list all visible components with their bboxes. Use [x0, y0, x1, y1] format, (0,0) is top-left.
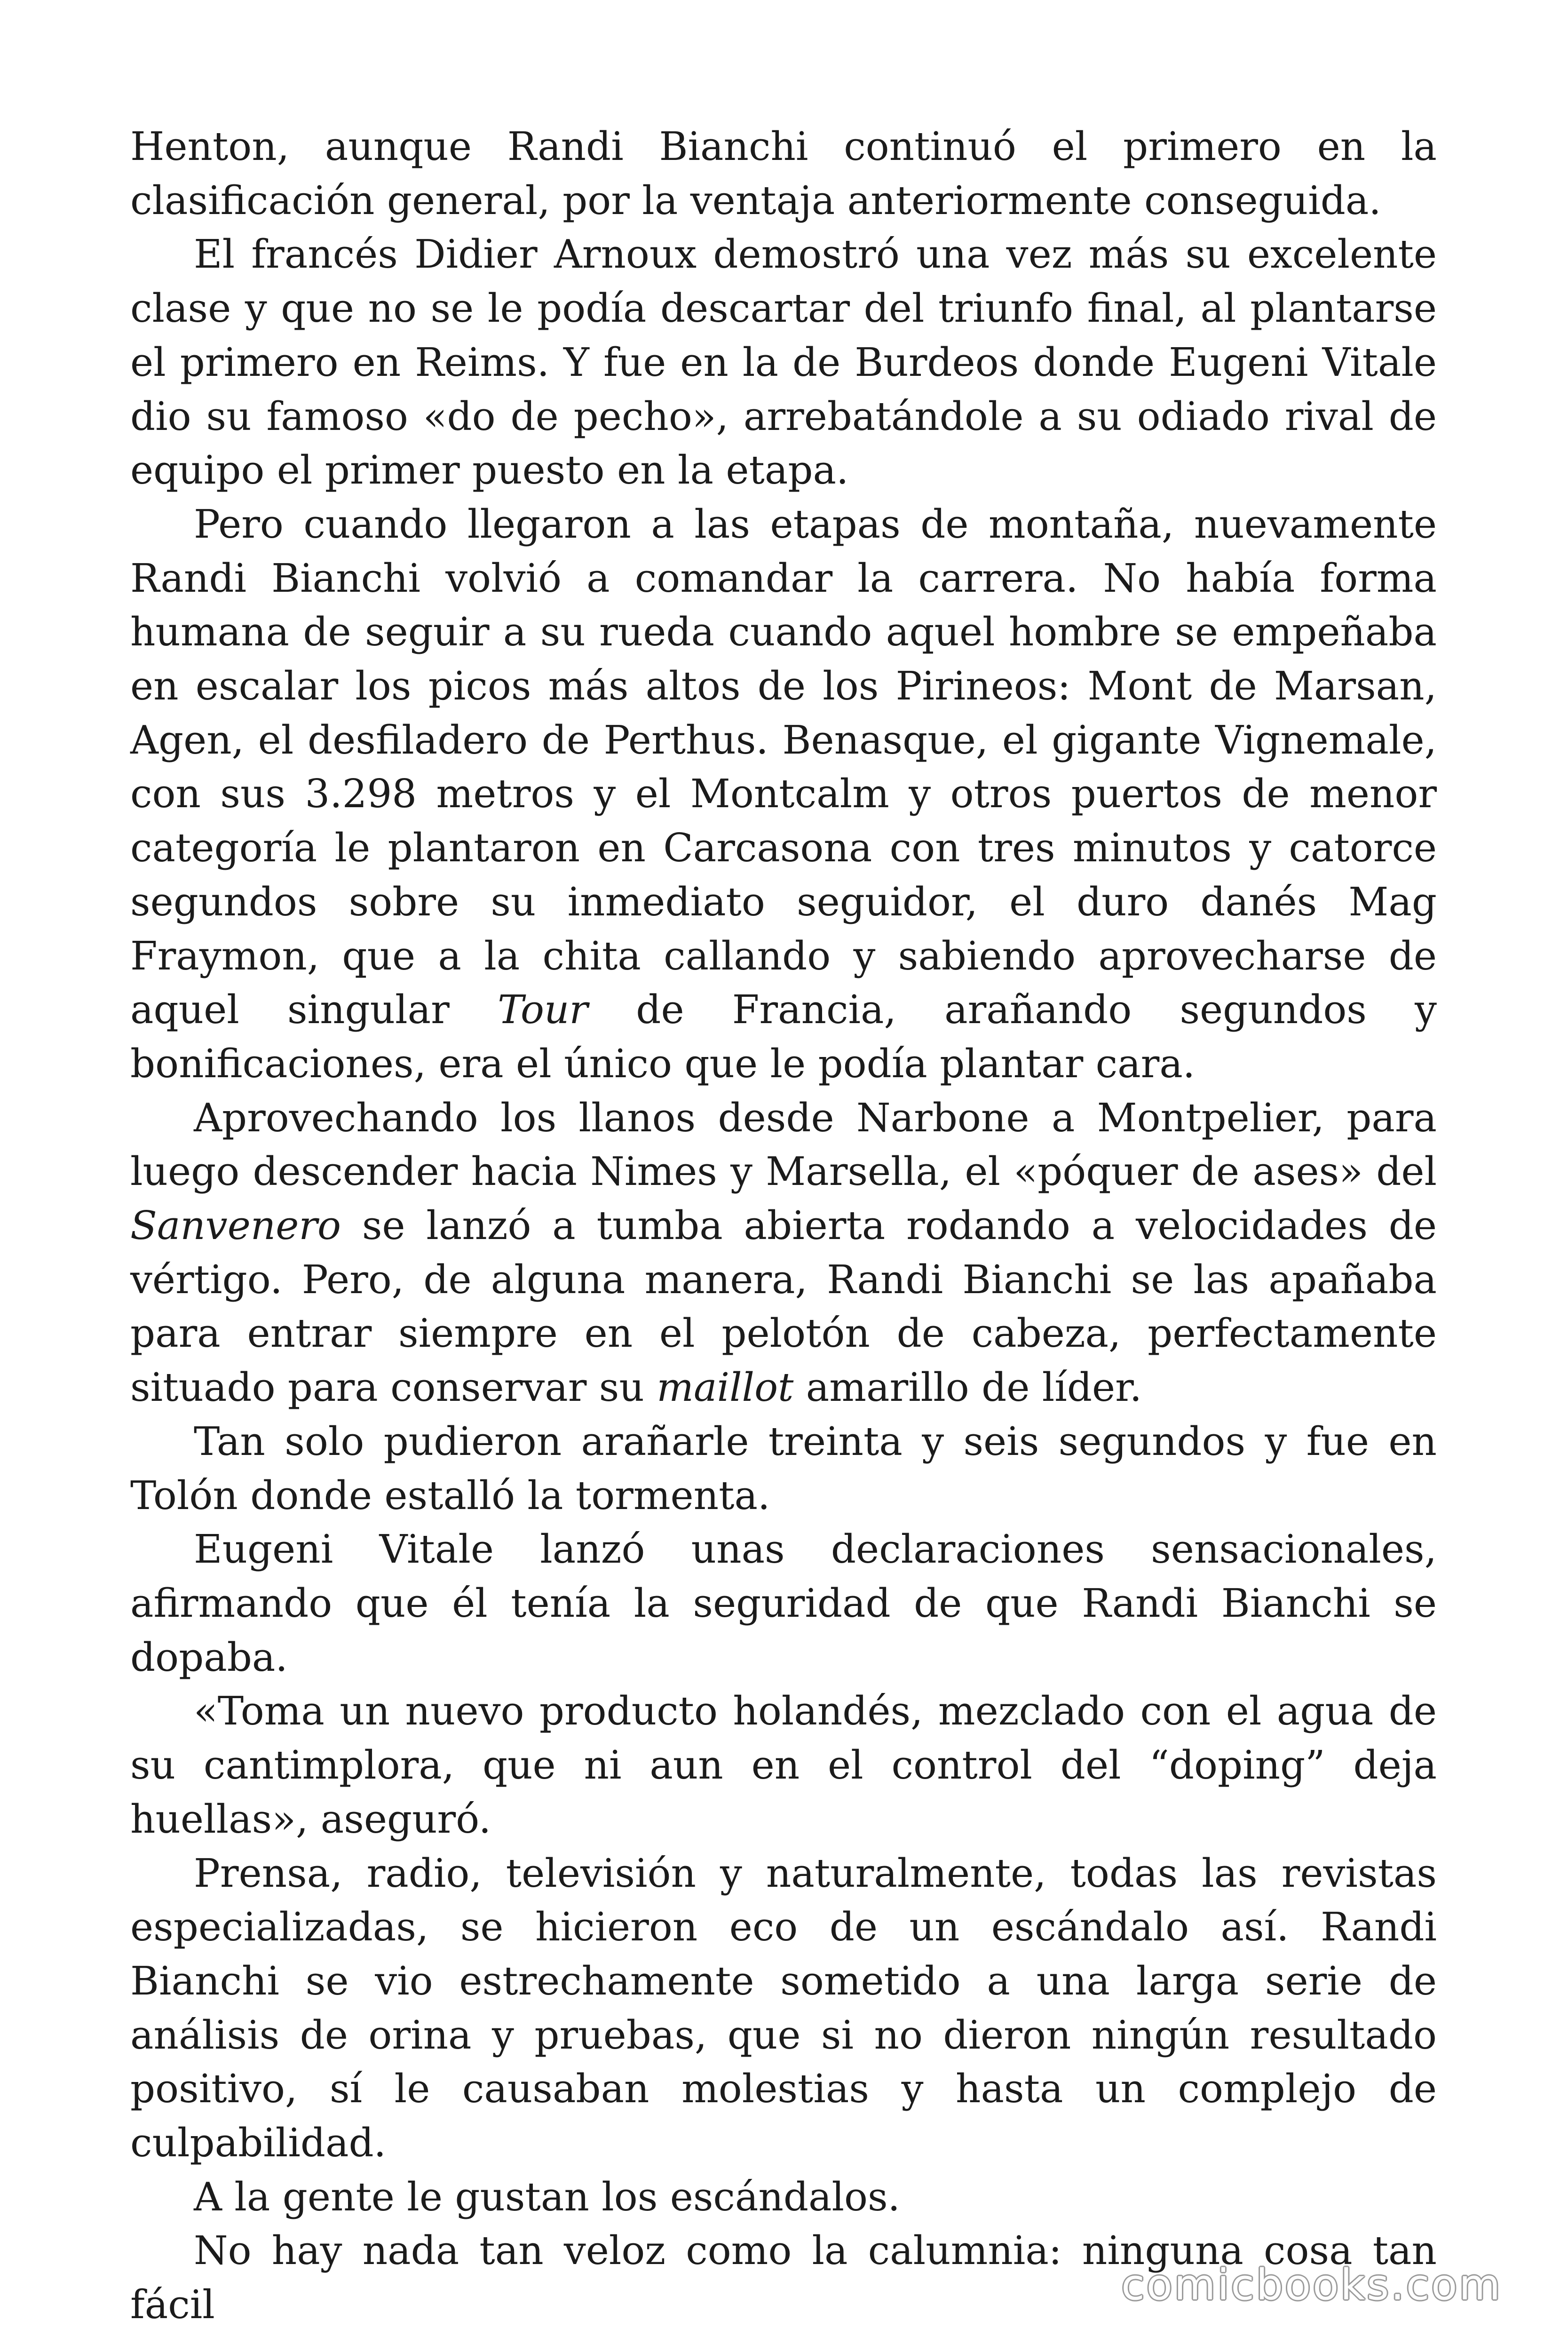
- paragraph-3-text-a: Pero cuando llegaron a las etapas de montaña, nuevamente Randi Bianchi volvió a comandar la carrera. No había forma humana de seguir a su rueda cuando aquel hombre se empeñaba en escalar los picos más altos de los Pirineos: Mont de Marsan, Agen, el desfiladero de Perthus. Benasque, el gigante Vignemale, con sus 3.298 metros y el Montcalm y otros puertos de menor categoría le plantaron en Carcasona con tres minutos y catorce segundos sobre su inmediato seguidor, el duro danés Mag Fraymon, que a la chita callando y sabiendo aprovecharse de aquel singular: [130, 501, 1437, 1033]
- paragraph-3-text-b: de Francia, arañando segundos y bonificaciones, era el único que le podía plantar cara.: [130, 987, 1437, 1087]
- paragraph-1: Henton, aunque Randi Bianchi continuó el primero en la clasificación general, por la ventaja anteriormente conseguida.: [130, 124, 1437, 223]
- paragraph-3-emphasis-tour: Tour: [498, 987, 588, 1033]
- paragraph-4: [130, 1091, 1437, 1415]
- paragraph-2: El francés Didier Arnoux demostró una vez más su excelente clase y que no se le podía descartar del triunfo final, al plantarse el primero en Reims. Y fue en la de Burdeos donde Eugeni Vitale dio su famoso «do de pecho», arrebatándole a su odiado rival de equipo el primer puesto en la etapa.: [130, 231, 1437, 493]
- paragraph-4-emphasis-sanvenero: Sanvenero: [130, 1203, 341, 1249]
- page-body: [130, 120, 1437, 2332]
- paragraph-7: «Toma un nuevo producto holandés, mezclado con el agua de su cantimplora, que ni aun en el control del “doping” deja huellas», aseguró.: [130, 1688, 1437, 1842]
- paragraph-8: Prensa, radio, televisión y naturalmente, todas las revistas especializadas, se hicieron eco de un escándalo así. Randi Bianchi se vio estrechamente sometido a una larga serie de análisis de orina y pruebas, que si no dieron ningún resultado positivo, sí le causaban molestias y hasta un complejo de culpabilidad.: [130, 1850, 1437, 2166]
- paragraph-6: Eugeni Vitale lanzó unas declaraciones sensacionales, afirmando que él tenía la seguridad de que Randi Bianchi se dopaba.: [130, 1526, 1437, 1680]
- watermark-logo: comicbooks.com: [1121, 2260, 1502, 2310]
- paragraph-4-text-c: amarillo de líder.: [793, 1365, 1142, 1411]
- paragraph-4-text-a: Aprovechando los llanos desde Narbone a Montpelier, para luego descender hacia Nimes y Marsella, el «póquer de ases» del: [130, 1095, 1437, 1195]
- paragraph-9: A la gente le gustan los escándalos.: [194, 2174, 900, 2220]
- paragraph-5: Tan solo pudieron arañarle treinta y seis segundos y fue en Tolón donde estalló la tormenta.: [130, 1418, 1437, 1518]
- paragraph-3: [130, 498, 1437, 1091]
- paragraph-10: No hay nada tan veloz como la calumnia: ninguna cosa tan fácil: [130, 2228, 1437, 2328]
- paragraph-4-text-b: se lanzó a tumba abierta rodando a velocidades de vértigo. Pero, de alguna manera, Randi Bianchi se las apañaba para entrar siempre en el pelotón de cabeza, perfectamente situado para conservar su: [130, 1203, 1437, 1411]
- paragraph-4-emphasis-maillot: maillot: [657, 1365, 794, 1411]
